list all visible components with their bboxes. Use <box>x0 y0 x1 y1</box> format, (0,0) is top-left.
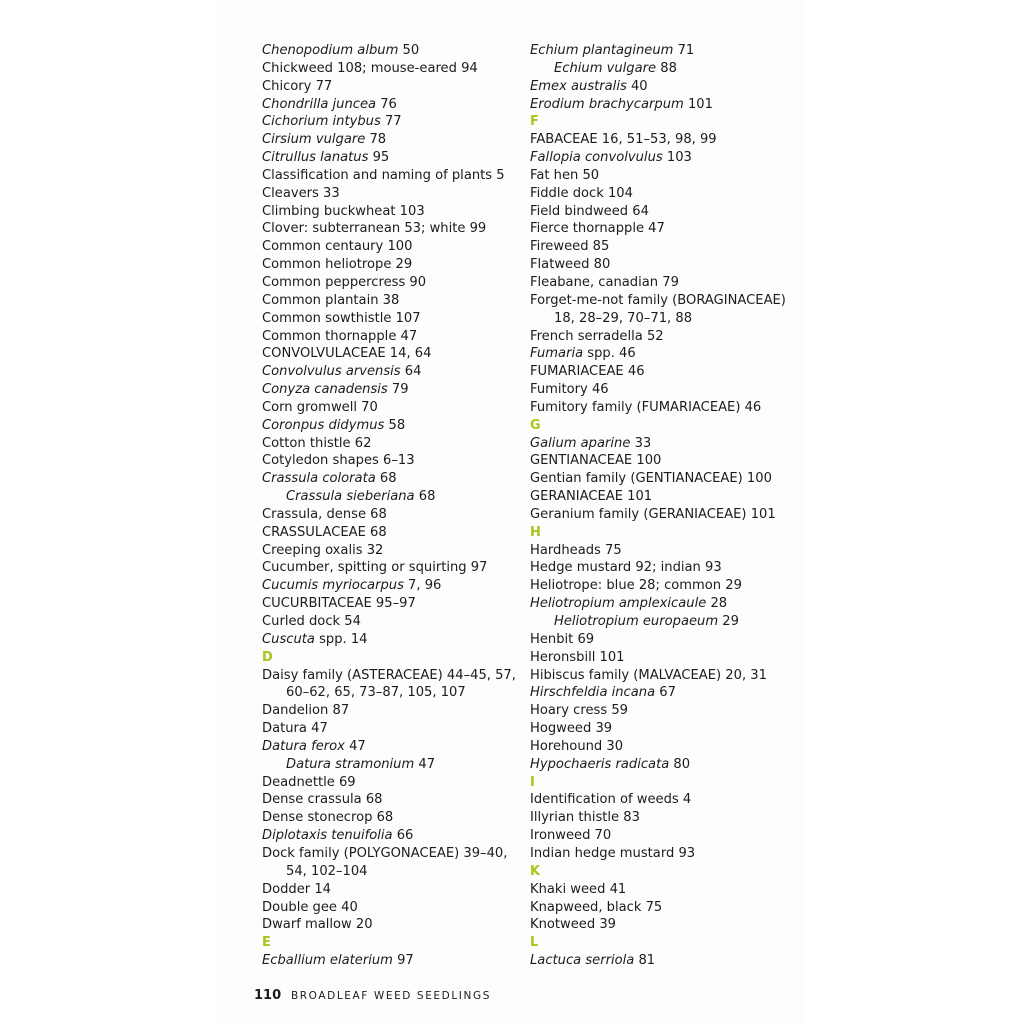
entry-text: 60–62, 65, 73–87, 105, 107 <box>286 685 466 701</box>
entry-text: Horehound 30 <box>530 738 624 754</box>
scientific-name: Conyza canadensis <box>262 382 388 398</box>
index-entry <box>530 899 800 917</box>
index-subentry <box>530 613 800 631</box>
entry-text: 101 <box>683 96 713 112</box>
letter-heading <box>262 649 524 667</box>
entry-text: CUCURBITACEAE 95–97 <box>262 596 416 612</box>
entry-text: Chickweed 108; mouse-eared 94 <box>262 60 478 76</box>
index-entry <box>530 845 800 863</box>
index-entry <box>262 452 524 470</box>
entry-text: Common heliotrope 29 <box>262 257 413 273</box>
index-entry <box>530 791 800 809</box>
index-entry <box>530 185 800 203</box>
index-entry <box>530 328 800 346</box>
scientific-name: Cichorium intybus <box>262 114 381 130</box>
entry-text: Heronsbill 101 <box>530 649 625 665</box>
index-entry <box>262 881 524 899</box>
entry-text: Dense stonecrop 68 <box>262 810 394 826</box>
index-entry <box>262 827 524 845</box>
index-entry <box>530 702 800 720</box>
index-entry <box>530 96 800 114</box>
entry-text: 47 <box>344 738 366 754</box>
entry-text: 18, 28–29, 70–71, 88 <box>554 310 693 326</box>
index-entry <box>262 559 524 577</box>
entry-text: E <box>262 935 271 951</box>
entry-text: 103 <box>662 150 692 166</box>
index-entry <box>530 131 800 149</box>
entry-text: 76 <box>376 96 397 112</box>
index-entry <box>262 417 524 435</box>
index-entry <box>262 42 524 60</box>
entry-text: Knotweed 39 <box>530 917 616 933</box>
running-title: BROADLEAF WEED SEEDLINGS <box>290 990 491 1002</box>
index-entry <box>530 78 800 96</box>
index-entry <box>530 881 800 899</box>
entry-text: spp. 46 <box>583 346 636 362</box>
entry-text: 28 <box>706 596 728 612</box>
entry-text: 54, 102–104 <box>286 863 368 879</box>
index-entry <box>262 738 524 756</box>
index-subentry <box>262 756 524 774</box>
entry-text: Fiddle dock 104 <box>530 185 633 201</box>
entry-text: Indian hedge mustard 93 <box>530 845 696 861</box>
entry-text: 68 <box>414 489 436 505</box>
entry-text: Identification of weeds 4 <box>530 792 692 808</box>
index-entry <box>530 506 800 524</box>
entry-text: Curled dock 54 <box>262 614 361 629</box>
index-entry <box>530 435 800 453</box>
index-entry <box>530 916 800 934</box>
entry-text: GERANIACEAE 101 <box>530 489 653 505</box>
index-entry <box>262 113 524 131</box>
index-entry <box>262 613 524 631</box>
entry-text: 78 <box>365 132 387 148</box>
scientific-name: Chondrilla juncea <box>262 96 377 112</box>
index-entry <box>530 292 800 310</box>
index-entry <box>262 399 524 417</box>
index-entry <box>262 435 524 453</box>
entry-text: 50 <box>398 43 420 58</box>
scientific-name: Heliotropium europaeum <box>554 614 719 629</box>
index-entry <box>262 702 524 720</box>
entry-text: FABACEAE 16, 51–53, 98, 99 <box>530 132 717 148</box>
scientific-name: Datura ferox <box>262 738 345 754</box>
scientific-name: Heliotropium amplexicaule <box>530 596 707 612</box>
letter-heading <box>262 934 524 952</box>
index-subentry <box>530 60 800 78</box>
entry-text: GENTIANACEAE 100 <box>530 453 662 469</box>
entry-text: Hardheads 75 <box>530 542 622 558</box>
index-entry <box>262 345 524 363</box>
index-entry <box>530 203 800 221</box>
index-entry <box>262 506 524 524</box>
index-entry <box>530 595 800 613</box>
scientific-name: Echium vulgare <box>554 60 657 76</box>
scientific-name: Diplotaxis tenuifolia <box>262 828 393 844</box>
index-entry <box>262 149 524 167</box>
entry-text: CONVOLVULACEAE 14, 64 <box>262 346 432 362</box>
index-entry <box>262 131 524 149</box>
index-entry <box>262 220 524 238</box>
index-column-right <box>530 42 800 970</box>
index-entry <box>530 274 800 292</box>
scientific-name: Hypochaeris radicata <box>530 756 670 772</box>
scientific-name: Erodium brachycarpum <box>530 96 684 112</box>
scientific-name: Echium plantagineum <box>530 43 674 58</box>
entry-text: Climbing buckwheat 103 <box>262 203 425 219</box>
index-entry <box>530 381 800 399</box>
index-entry <box>262 167 524 185</box>
entry-text: Hedge mustard 92; indian 93 <box>530 560 722 576</box>
entry-text: 29 <box>718 614 739 629</box>
entry-text: 81 <box>634 953 656 969</box>
entry-text: Fleabane, canadian 79 <box>530 274 679 290</box>
entry-text: 67 <box>655 685 676 701</box>
index-entry <box>262 720 524 738</box>
entry-text: French serradella 52 <box>530 328 664 344</box>
entry-text: Dwarf mallow 20 <box>262 917 373 933</box>
scientific-name: Fumaria <box>530 346 584 362</box>
entry-text: Common plantain 38 <box>262 292 400 308</box>
entry-text: Dandelion 87 <box>262 703 350 719</box>
index-entry <box>530 345 800 363</box>
index-entry <box>530 559 800 577</box>
entry-text: Fumitory family (FUMARIACEAE) 46 <box>530 399 762 415</box>
entry-text: 40 <box>626 78 648 94</box>
index-entry <box>262 292 524 310</box>
index-entry <box>262 845 524 863</box>
index-entry <box>530 542 800 560</box>
entry-text: Cotyledon shapes 6–13 <box>262 453 415 469</box>
index-entry <box>530 42 800 60</box>
scientific-name: Ecballium elaterium <box>262 953 393 969</box>
index-column-left <box>262 42 524 970</box>
entry-text: 71 <box>673 43 695 58</box>
entry-text: Knapweed, black 75 <box>530 899 663 915</box>
entry-text: Daisy family (ASTERACEAE) 44–45, 57, <box>262 667 516 683</box>
index-entry <box>262 774 524 792</box>
scientific-name: Cucumis myriocarpus <box>262 578 404 594</box>
index-entry <box>262 60 524 78</box>
index-entry <box>262 791 524 809</box>
entry-text: Common thornapple 47 <box>262 328 418 344</box>
index-entry <box>530 649 800 667</box>
entry-text: Cucumber, spitting or squirting 97 <box>262 560 488 576</box>
index-entry <box>262 809 524 827</box>
entry-text: L <box>530 935 539 951</box>
entry-text: Hoary cress 59 <box>530 703 628 719</box>
index-entry-continuation <box>262 684 524 702</box>
index-entry-continuation <box>262 863 524 881</box>
index-entry <box>530 470 800 488</box>
scientific-name: Fallopia convolvulus <box>530 150 663 166</box>
entry-text: Fumitory 46 <box>530 382 609 398</box>
index-entry <box>530 220 800 238</box>
entry-text: Common peppercress 90 <box>262 274 427 290</box>
entry-text: K <box>530 863 541 879</box>
index-entry <box>262 328 524 346</box>
letter-heading <box>530 934 800 952</box>
entry-text: G <box>530 417 541 433</box>
entry-text: 66 <box>392 828 414 844</box>
entry-text: 64 <box>400 364 422 380</box>
index-entry <box>530 488 800 506</box>
letter-heading <box>530 774 800 792</box>
scientific-name: Hirschfeldia incana <box>530 685 656 701</box>
entry-text: CRASSULACEAE 68 <box>262 524 387 540</box>
scientific-name: Chenopodium album <box>262 43 399 58</box>
entry-text: Gentian family (GENTIANACEAE) 100 <box>530 471 772 487</box>
entry-text: Dodder 14 <box>262 881 331 897</box>
index-entry <box>530 363 800 381</box>
index-entry <box>530 238 800 256</box>
scientific-name: Crassula colorata <box>262 471 376 487</box>
index-entry <box>262 256 524 274</box>
index-entry <box>262 185 524 203</box>
index-entry <box>530 452 800 470</box>
letter-heading <box>530 417 800 435</box>
page-footer <box>254 988 491 1003</box>
entry-text: Hogweed 39 <box>530 721 613 737</box>
scientific-name: Coronpus didymus <box>262 417 385 433</box>
index-entry <box>530 577 800 595</box>
scientific-name: Galium aparine <box>530 435 631 451</box>
index-entry <box>530 167 800 185</box>
entry-text: Dock family (POLYGONACEAE) 39–40, <box>262 845 508 861</box>
index-entry <box>262 595 524 613</box>
index-entry <box>262 524 524 542</box>
index-entry <box>530 667 800 685</box>
letter-heading <box>530 863 800 881</box>
index-entry <box>262 310 524 328</box>
index-entry <box>530 399 800 417</box>
scientific-name: Emex australis <box>530 78 627 94</box>
entry-text: Common centaury 100 <box>262 239 413 255</box>
index-entry <box>530 149 800 167</box>
entry-text: Fireweed 85 <box>530 239 610 255</box>
index-entry <box>262 381 524 399</box>
entry-text: Common sowthistle 107 <box>262 310 421 326</box>
index-subentry <box>262 488 524 506</box>
entry-text: 7, 96 <box>403 578 442 594</box>
entry-text: 77 <box>380 114 402 130</box>
scientific-name: Convolvulus arvensis <box>262 364 401 380</box>
entry-text: 58 <box>384 417 406 433</box>
entry-text: Double gee 40 <box>262 899 358 915</box>
entry-text: Creeping oxalis 32 <box>262 542 384 558</box>
entry-text: Deadnettle 69 <box>262 774 356 790</box>
index-entry <box>530 738 800 756</box>
entry-text: H <box>530 524 541 540</box>
index-entry <box>530 256 800 274</box>
entry-text: 97 <box>392 953 414 969</box>
entry-text: Ironweed 70 <box>530 828 612 844</box>
index-entry <box>262 238 524 256</box>
entry-text: Illyrian thistle 83 <box>530 810 640 826</box>
index-entry <box>262 203 524 221</box>
entry-text: Flatweed 80 <box>530 257 611 273</box>
entry-text: FUMARIACEAE 46 <box>530 364 645 380</box>
index-entry <box>262 363 524 381</box>
index-entry <box>262 899 524 917</box>
index-entry <box>262 96 524 114</box>
index-entry <box>262 470 524 488</box>
index-entry <box>530 720 800 738</box>
index-entry <box>262 542 524 560</box>
entry-text: 95 <box>368 150 390 166</box>
entry-text: D <box>262 649 273 665</box>
entry-text: F <box>530 114 539 130</box>
entry-text: Chicory 77 <box>262 78 333 94</box>
entry-text: Geranium family (GERANIACEAE) 101 <box>530 506 776 522</box>
scientific-name: Cuscuta <box>262 631 315 647</box>
entry-text: Crassula, dense 68 <box>262 506 387 522</box>
letter-heading <box>530 524 800 542</box>
scientific-name: Lactuca serriola <box>530 953 635 969</box>
entry-text: Classification and naming of plants 5 <box>262 167 505 183</box>
entry-text: Khaki weed 41 <box>530 881 627 897</box>
index-entry <box>530 809 800 827</box>
letter-heading <box>530 113 800 131</box>
index-entry <box>530 756 800 774</box>
index-entry <box>530 631 800 649</box>
entry-text: Field bindweed 64 <box>530 203 649 219</box>
index-entry <box>262 667 524 685</box>
index-entry <box>530 684 800 702</box>
entry-text: Datura 47 <box>262 721 328 737</box>
entry-text: Fierce thornapple 47 <box>530 221 665 237</box>
entry-text: 88 <box>656 60 677 76</box>
index-entry <box>262 577 524 595</box>
entry-text: Dense crassula 68 <box>262 792 383 808</box>
entry-text: Cleavers 33 <box>262 185 340 201</box>
entry-text: 79 <box>387 382 409 398</box>
entry-text: Heliotrope: blue 28; common 29 <box>530 578 742 594</box>
entry-text: Henbit 69 <box>530 631 595 647</box>
scientific-name: Cirsium vulgare <box>262 132 366 148</box>
index-entry <box>262 274 524 292</box>
entry-text: 47 <box>414 756 436 772</box>
entry-text: Clover: subterranean 53; white 99 <box>262 221 487 237</box>
entry-text: spp. 14 <box>314 631 368 647</box>
entry-text: 68 <box>375 471 397 487</box>
entry-text: 33 <box>630 435 652 451</box>
page-number: 110 <box>254 988 282 1003</box>
entry-text: Fat hen 50 <box>530 167 600 183</box>
entry-text: Cotton thistle 62 <box>262 435 372 451</box>
index-entry <box>262 916 524 934</box>
entry-text: I <box>530 774 535 790</box>
entry-text: Hibiscus family (MALVACEAE) 20, 31 <box>530 667 767 683</box>
index-entry-continuation <box>530 310 800 328</box>
index-entry <box>530 827 800 845</box>
index-entry <box>530 952 800 970</box>
index-entry <box>262 78 524 96</box>
entry-text: 80 <box>669 756 691 772</box>
index-entry <box>262 952 524 970</box>
scientific-name: Datura stramonium <box>286 756 415 772</box>
scientific-name: Crassula sieberiana <box>286 489 415 505</box>
scientific-name: Citrullus lanatus <box>262 150 369 166</box>
entry-text: Corn gromwell 70 <box>262 399 378 415</box>
index-entry <box>262 631 524 649</box>
entry-text: Forget-me-not family (BORAGINACEAE) <box>530 292 786 308</box>
